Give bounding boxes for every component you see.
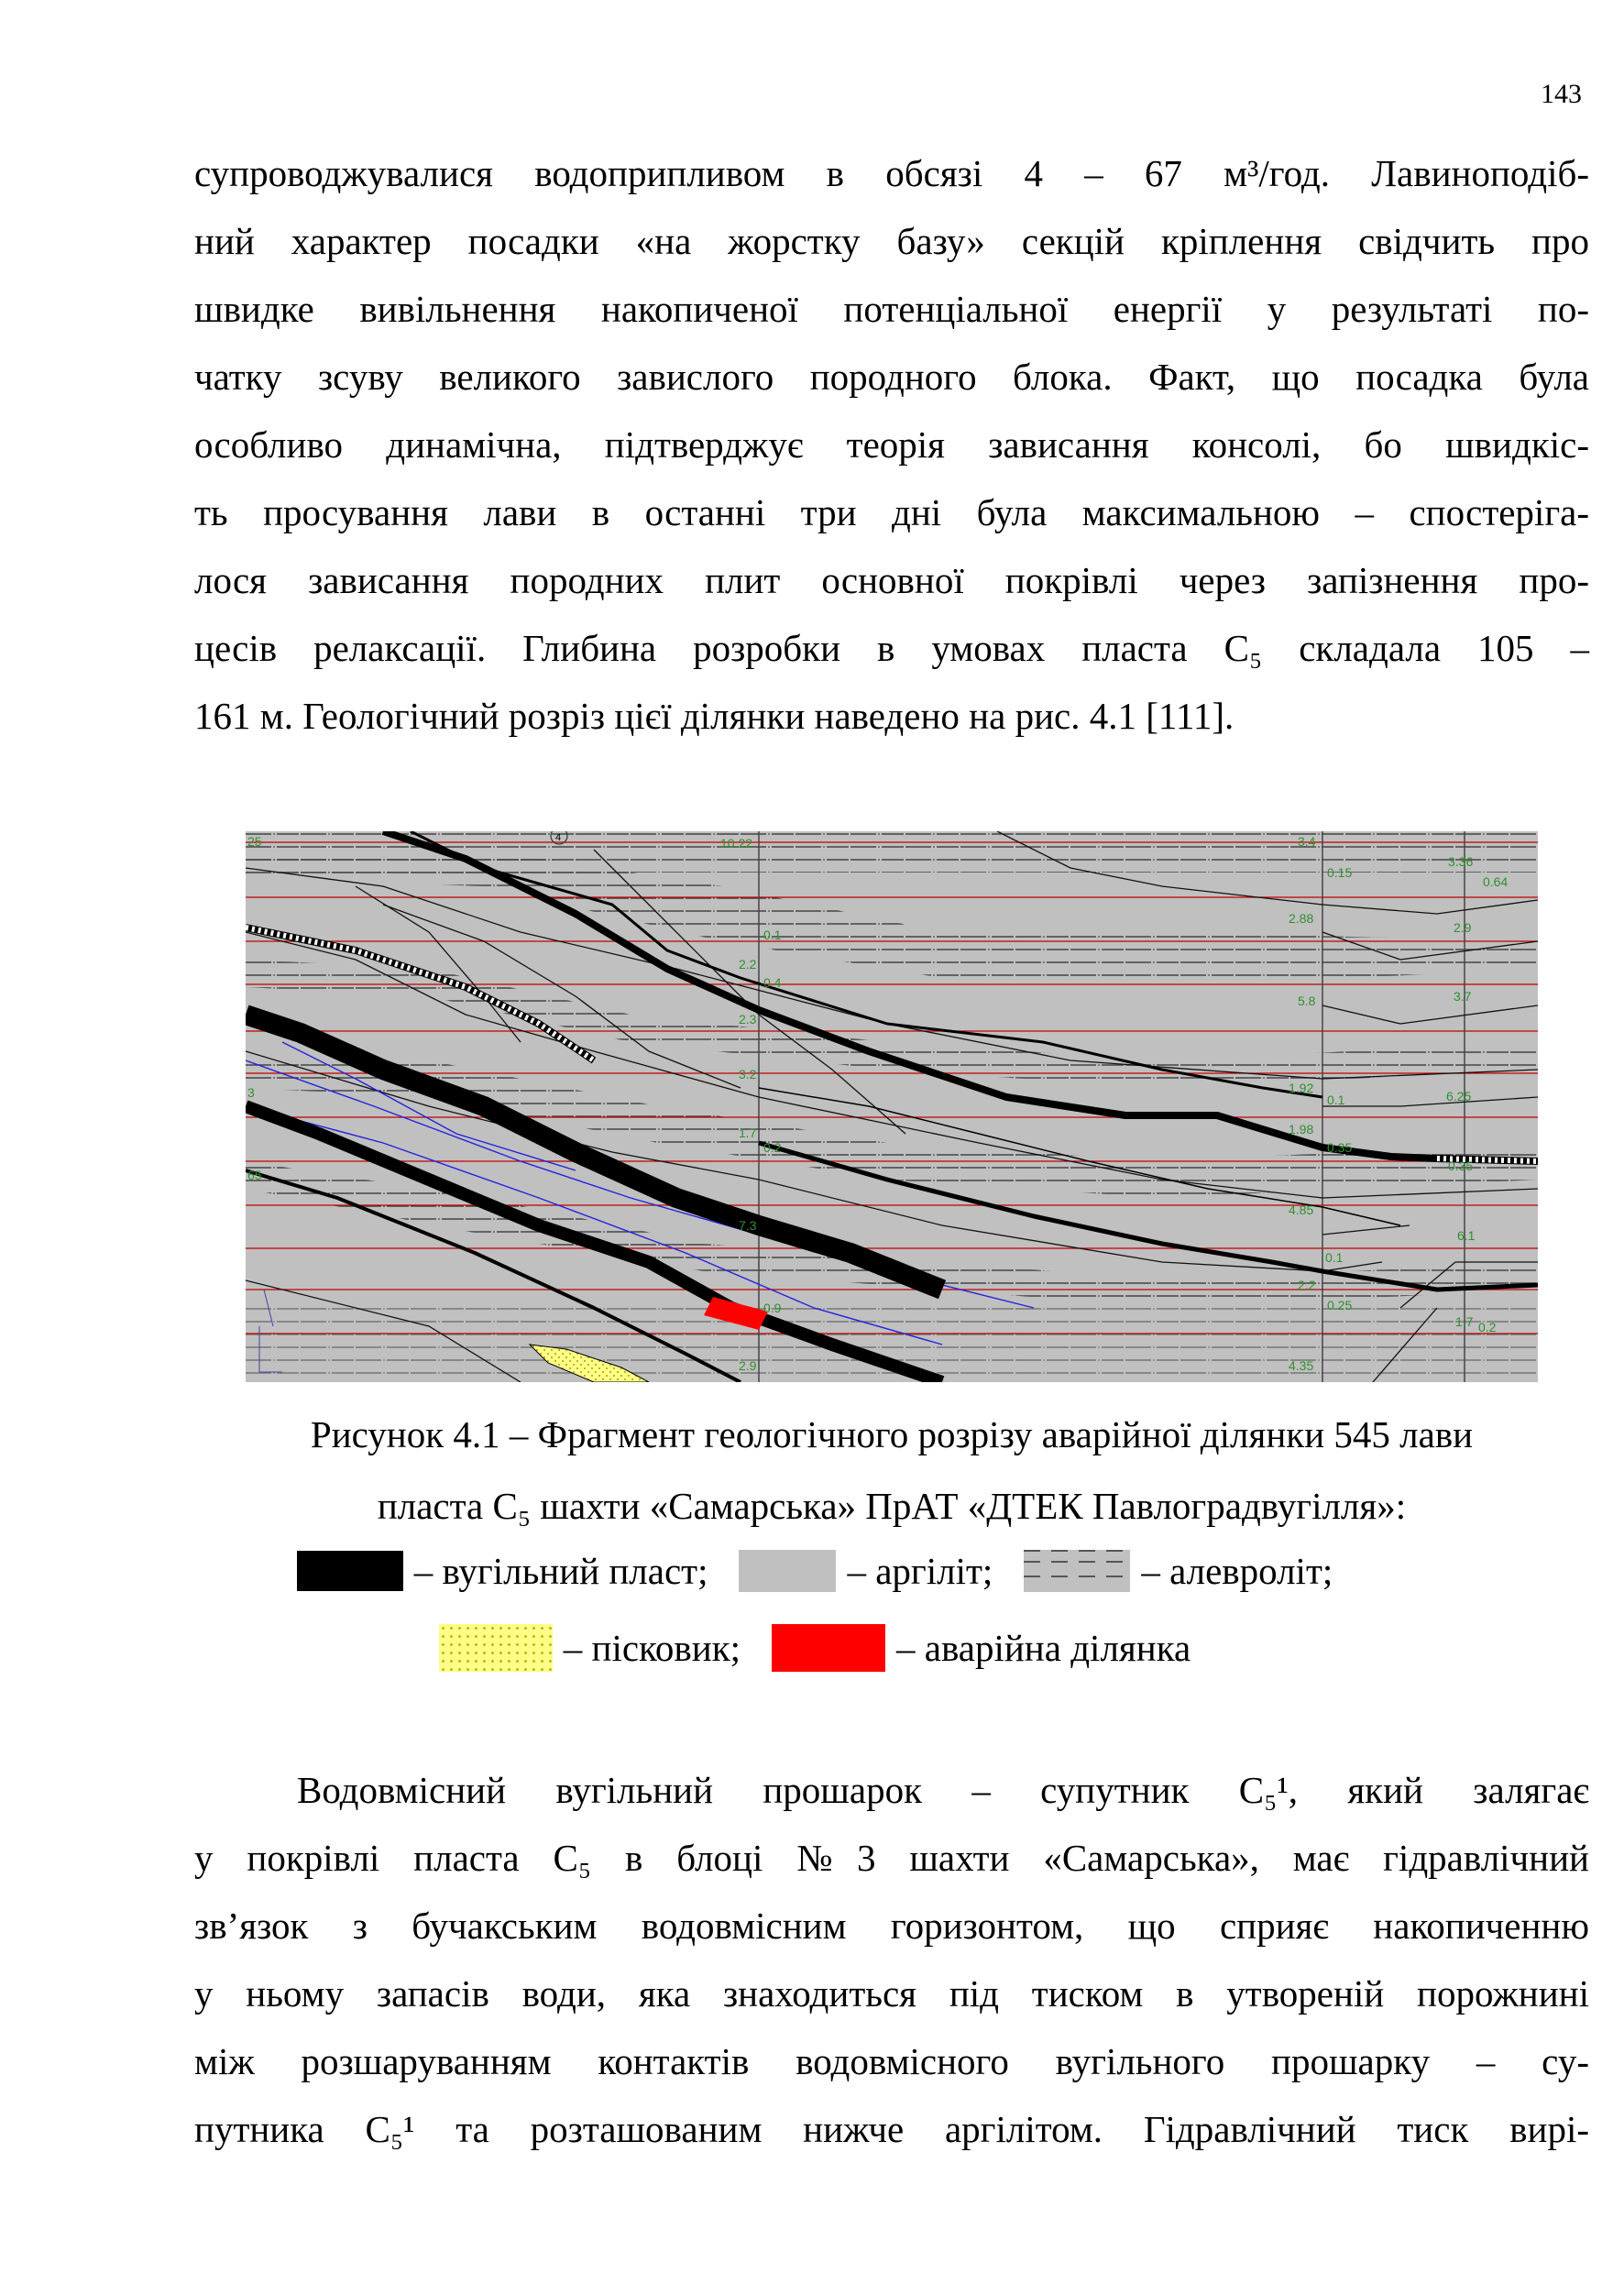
text-line: 161 м. Геологічний розріз цієї ділянки наведено на рис. 4.1 [111]. [194, 695, 1234, 737]
text-line: між розшаруванням контактів водовмісного вугільного прошарку – су- [194, 2040, 1589, 2082]
figure-caption [194, 1399, 1589, 1542]
depth-label: 1.7 [1455, 1314, 1474, 1329]
argillite-swatch [739, 1550, 836, 1592]
legend-label-argillite: – аргіліт; [847, 1550, 993, 1592]
caption-line: пласта С₅ шахти «Самарська» ПрАТ «ДТЕК Павлоградвугілля»: [377, 1485, 1407, 1527]
text-line: ть просування лави в останні три дні була максимальною – спостеріга- [194, 491, 1589, 533]
depth-label: 2.88 [1289, 911, 1314, 926]
text-line: зв’язок з бучакським водовмісним горизонтом, що сприяє накопиченню [194, 1905, 1589, 1947]
depth-label: 1.98 [1289, 1122, 1314, 1136]
section-svg [246, 831, 1538, 1382]
depth-label: 3 [247, 1085, 255, 1100]
depth-label: 0.35 [1448, 1158, 1474, 1173]
text-line: чатку зсуву великого завислого породного блока. Факт, що посадка була [194, 356, 1589, 398]
text-line: ний характер посадки «на жорстку базу» секцій кріплення свідчить про [194, 220, 1589, 262]
depth-label: 0.2 [763, 1140, 782, 1155]
depth-label: 4.35 [1289, 1358, 1314, 1373]
depth-label: 2.9 [1454, 920, 1472, 935]
text-line: Водовмісний вугільний прошарок – супутник С₅¹, який залягає [297, 1769, 1589, 1811]
depth-label: 3.4 [1298, 834, 1316, 849]
depth-label: 3.7 [1454, 989, 1472, 1004]
legend-label-accident: – аварійна ділянка [896, 1627, 1191, 1669]
depth-label: 3.36 [1448, 854, 1474, 869]
depth-label: 25 [247, 834, 262, 849]
depth-label: 1.92 [1289, 1081, 1314, 1095]
depth-label: 0.35 [1327, 1140, 1353, 1155]
siltstone-swatch [1024, 1550, 1130, 1592]
legend-row [0, 1549, 1624, 1593]
depth-label: 0.15 [1327, 865, 1353, 880]
depth-label: 0.1 [763, 928, 782, 942]
text-line: у ньому запасів води, яка знаходиться під тиском в утвореній порожнині [194, 1972, 1589, 2015]
depth-label: 1.7 [739, 1126, 757, 1140]
geological-section-figure [246, 831, 1538, 1382]
depth-label: 5.8 [1298, 994, 1316, 1008]
depth-label: 0.1 [1327, 1093, 1345, 1107]
depth-label: 0.9 [763, 1301, 782, 1315]
depth-label: 0.1 [1325, 1250, 1344, 1265]
text-line: супроводжувалися водоприпливом в обсязі 4 – 67 м³/год. Лавиноподіб- [194, 152, 1589, 194]
accident-zone-swatch [772, 1624, 885, 1672]
depth-label: 6.1 [1457, 1228, 1476, 1243]
legend-label-sandstone: – пісковик; [563, 1627, 741, 1669]
depth-label: 0.4 [763, 975, 782, 990]
depth-label: 2.2 [1298, 1278, 1316, 1292]
page-number: 143 [1541, 79, 1582, 109]
circle-label: 4 [555, 832, 562, 843]
depth-label: 10.22 [720, 836, 753, 851]
depth-label: 0.2 [1478, 1320, 1497, 1334]
paragraph-1 [194, 139, 1589, 750]
text-line: у покрівлі пласта С₅ в блоці №3 шахти «Самарська», має гідравлічний [194, 1837, 1589, 1879]
legend-label-coal: – вугільний пласт; [413, 1550, 708, 1592]
text-line: путника С₅¹ та розташованим нижче аргілітом. Гідравлічний тиск вирі- [194, 2108, 1589, 2150]
depth-label: 65 [247, 1168, 262, 1182]
depth-label: 2.9 [739, 1358, 757, 1373]
legend-row [0, 1624, 1624, 1672]
text-line: особливо динамічна, підтверджує теорія зависання консолі, бо швидкіс- [194, 423, 1589, 466]
caption-line: Рисунок 4.1 – Фрагмент геологічного розрізу аварійної ділянки 545 лави [310, 1413, 1474, 1455]
depth-label: 2.2 [739, 957, 757, 972]
text-line: цесів релаксації. Глибина розробки в умовах пласта С₅ складала 105 – [194, 627, 1589, 669]
legend-label-siltstone: – алевроліт; [1141, 1550, 1333, 1592]
depth-label: 6.25 [1446, 1089, 1472, 1104]
coal-swatch [297, 1551, 403, 1591]
paragraph-2 [194, 1756, 1589, 2163]
depth-label: 0.25 [1327, 1298, 1353, 1312]
depth-label: 4.85 [1289, 1202, 1314, 1217]
depth-label: 2.3 [739, 1012, 757, 1027]
depth-label: 7.3 [739, 1218, 757, 1233]
depth-label: 0.64 [1483, 874, 1509, 889]
text-line: лося зависання породних плит основної покрівлі через запізнення про- [194, 559, 1589, 601]
sandstone-swatch [439, 1624, 553, 1672]
depth-label: 3.2 [739, 1067, 757, 1082]
text-line: швидке вивільнення накопиченої потенціальної енергії у результаті по- [194, 288, 1589, 330]
